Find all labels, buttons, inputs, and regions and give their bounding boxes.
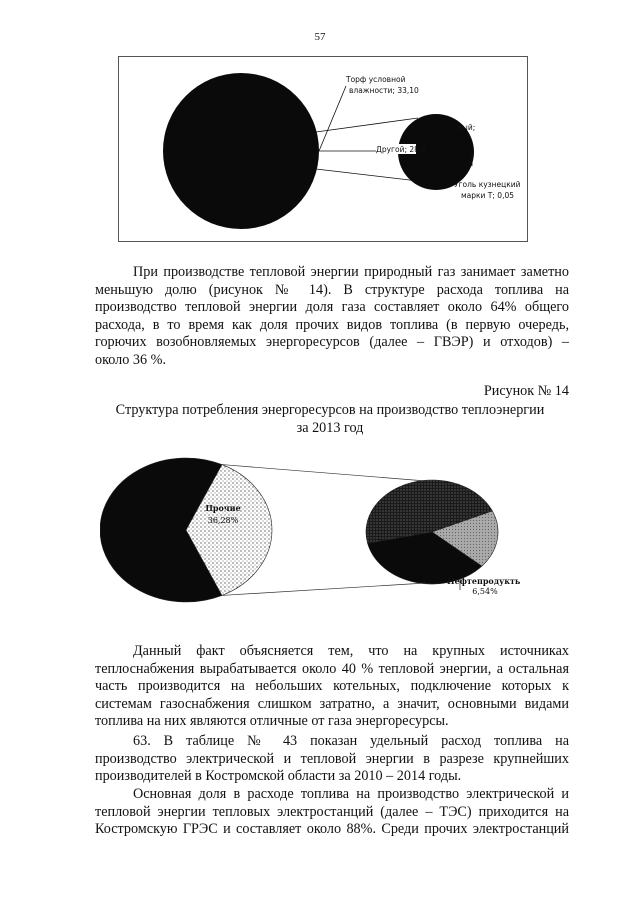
paragraph-line: тепловой энергии тепловых электростанций (далее – ТЭС) приходится на	[95, 803, 569, 820]
top-connector-upper	[316, 118, 418, 132]
paragraph-line: Костромскую ГРЭС и составляет около 88%. Среди прочих электростанций	[95, 821, 569, 838]
paragraph-line: расхода, в то время как доля прочих видов топлива (в первую очередь,	[95, 316, 569, 333]
paragraph-explanation	[95, 643, 569, 731]
figure-title	[80, 401, 580, 437]
top-leader-peat	[319, 86, 346, 151]
paragraph-line: горючих возобновляемых энергоресурсов (далее – ГВЭР) и отходов) –	[95, 334, 569, 351]
label-oil-name: Нефтепродукты	[447, 576, 520, 586]
paragraph-line: около 36 %.	[95, 351, 166, 368]
paragraph-line: При производстве тепловой энергии природный газ занимает заметно	[133, 264, 569, 280]
paragraph-tes	[95, 786, 569, 839]
paragraph-table43	[95, 733, 569, 786]
top-connector-lower	[316, 169, 418, 181]
chart-svg	[100, 450, 520, 610]
figure-title-line: за 2013 год	[296, 420, 364, 436]
paragraph-line: 63. В таблице № 43 показан удельный расход топлива на	[133, 733, 569, 749]
label-coal-value: марки Т; 0,05	[461, 191, 514, 200]
label-oil-value: 6,54%	[472, 587, 498, 596]
label-peat: Торф условной	[346, 75, 406, 84]
label-other-name: Прочие	[205, 503, 241, 513]
paragraph-line: системам газоснабжения слишком затратно, а значит, основными видами	[95, 695, 569, 712]
connector-lower	[222, 583, 426, 595]
paragraph-line: Данный факт объясняется тем, что на крупных источниках	[133, 643, 569, 659]
paragraph-line: производство электрической и тепловой энергии в разрезе крупнейших	[95, 750, 569, 767]
label-partial: ный;	[457, 123, 476, 132]
pie-of-pie-chart	[100, 450, 520, 610]
paragraph-line: Основная доля в расходе топлива на производство электрической и	[133, 786, 569, 802]
label-coal: Уголь кузнецкий	[454, 180, 521, 189]
paragraph-line: производителей в Костромской области за 2010 – 2014 годы.	[95, 768, 462, 785]
connector-upper	[222, 465, 426, 481]
paragraph-line: теплоснабжения вырабатывается около 40 % тепловой энергии, а остальная	[95, 660, 569, 677]
top-figure	[118, 56, 528, 242]
label-other-value: 36,28%	[207, 516, 239, 525]
paragraph-line: производство тепловой энергии доля газа составляет около 64% общего	[95, 299, 569, 316]
figure-number: Рисунок № 14	[483, 383, 569, 399]
page-number: 57	[314, 31, 326, 43]
label-peat-value: влажности; 33,10	[349, 86, 419, 95]
paragraph-gas-share	[95, 264, 569, 370]
top-main-pie	[163, 73, 319, 229]
label-other: Другой; 28,6	[376, 145, 427, 154]
paragraph-line: меньшую долю (рисунок № 14). В структуре расхода топлива на	[95, 281, 569, 298]
top-pie-svg	[118, 56, 528, 242]
paragraph-line: часть производится на небольших котельных, подключение которых к	[95, 678, 569, 695]
figure-title-line: Структура потребления энергоресурсов на производство теплоэнергии	[115, 402, 545, 418]
paragraph-line: топлива на них являются отличные от газа энергоресурсы.	[95, 713, 449, 730]
